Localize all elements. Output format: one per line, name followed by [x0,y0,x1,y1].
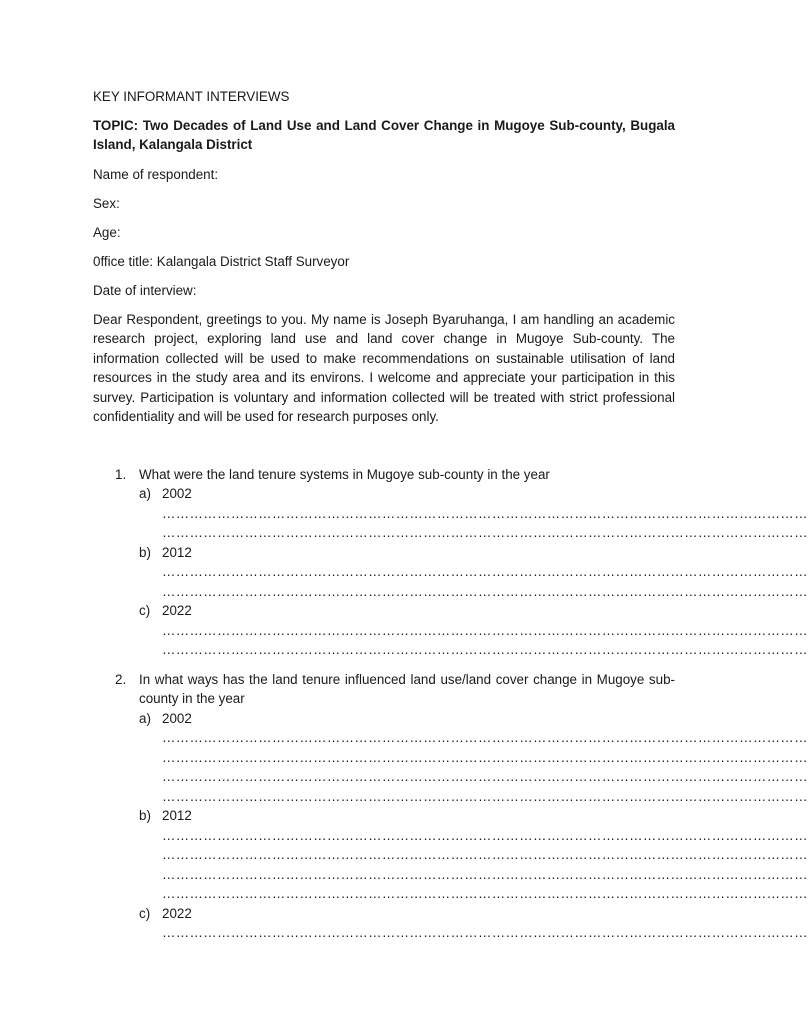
answer-line: …………………………………………………………………………………………………………………………… [162,788,808,804]
document-topic: TOPIC: Two Decades of Land Use and Land Cover Change in Mugoye Sub-county, Bugala Island, Kalangala District [93,117,675,152]
sub-letter: c) [139,905,151,921]
sub-year: 2002 [162,710,192,726]
answer-line: …………………………………………………………………………………………………………………………… [162,886,808,901]
intro-paragraph: Dear Respondent, greetings to you. My name is Joseph Byaruhanga, I am handling an academic research project, exploring land use and land cover change in Mugoye Sub-county. The information collected will be used to make recommendations on sustainable utilisation of land resources in the study area and its environs. I welcome and appreciate your participation in this survey. Participation is voluntary and information collected will be treated with strict professional confidentiality and will be used for research purposes only. [93,311,675,424]
sub-item [139,543,675,563]
sub-letter: a) [139,486,151,501]
answer-line: …………………………………………………………………………………………………………………………… [162,642,808,657]
sub-letter: b) [139,808,151,823]
answer-line: …………………………………………………………………………………………………………………………… [162,866,808,882]
answer-line: …………………………………………………………………………………………………………………………… [162,769,808,784]
question-list [93,465,808,943]
sub-item [139,709,675,729]
answer-line: …………………………………………………………………………………………………………………………… [162,622,808,638]
answer-line: …………………………………………………………………………………………………………………………… [162,925,808,940]
answer-line: …………………………………………………………………………………………………………………………… [162,827,808,843]
respondent-name-field: Name of respondent: [93,166,219,182]
question-text: In what ways has the land tenure influenced land use/land cover change in Mugoye sub-county in the year [139,671,675,706]
answer-line: …………………………………………………………………………………………………………………………… [162,505,808,521]
answer-line: …………………………………………………………………………………………………………………………… [162,583,808,599]
question-1 [93,465,808,660]
question-number: 1. [115,466,127,482]
question-spacer [93,660,675,670]
answer-line: …………………………………………………………………………………………………………………………… [162,847,808,862]
answer-line: …………………………………………………………………………………………………………………………… [162,730,808,745]
answer-line: …………………………………………………………………………………………………………………………… [162,564,808,579]
office-title-field: 0ffice title: Kalangala District Staff Surveyor [93,253,350,269]
sub-letter: a) [139,710,151,726]
sub-year: 2002 [162,486,192,501]
document-page [93,87,808,943]
sub-item [139,484,675,504]
sub-item [139,601,675,621]
question-text: What were the land tenure systems in Mugoye sub-county in the year [139,466,550,482]
age-field: Age: [93,224,121,240]
sub-letter: c) [139,603,151,618]
sub-year: 2022 [162,603,192,618]
sub-letter: b) [139,544,151,560]
sub-item [139,806,675,826]
interview-date-field: Date of interview: [93,282,197,298]
question-2 [93,670,808,943]
sub-item [139,904,675,924]
document-heading: KEY INFORMANT INTERVIEWS [93,89,290,104]
answer-line: …………………………………………………………………………………………………………………………… [162,525,808,540]
sub-year: 2022 [162,905,192,921]
sex-field: Sex: [93,195,120,211]
sub-year: 2012 [162,544,192,560]
answer-line: …………………………………………………………………………………………………………………………… [162,749,808,765]
question-number: 2. [115,671,127,687]
sub-year: 2012 [162,808,192,823]
